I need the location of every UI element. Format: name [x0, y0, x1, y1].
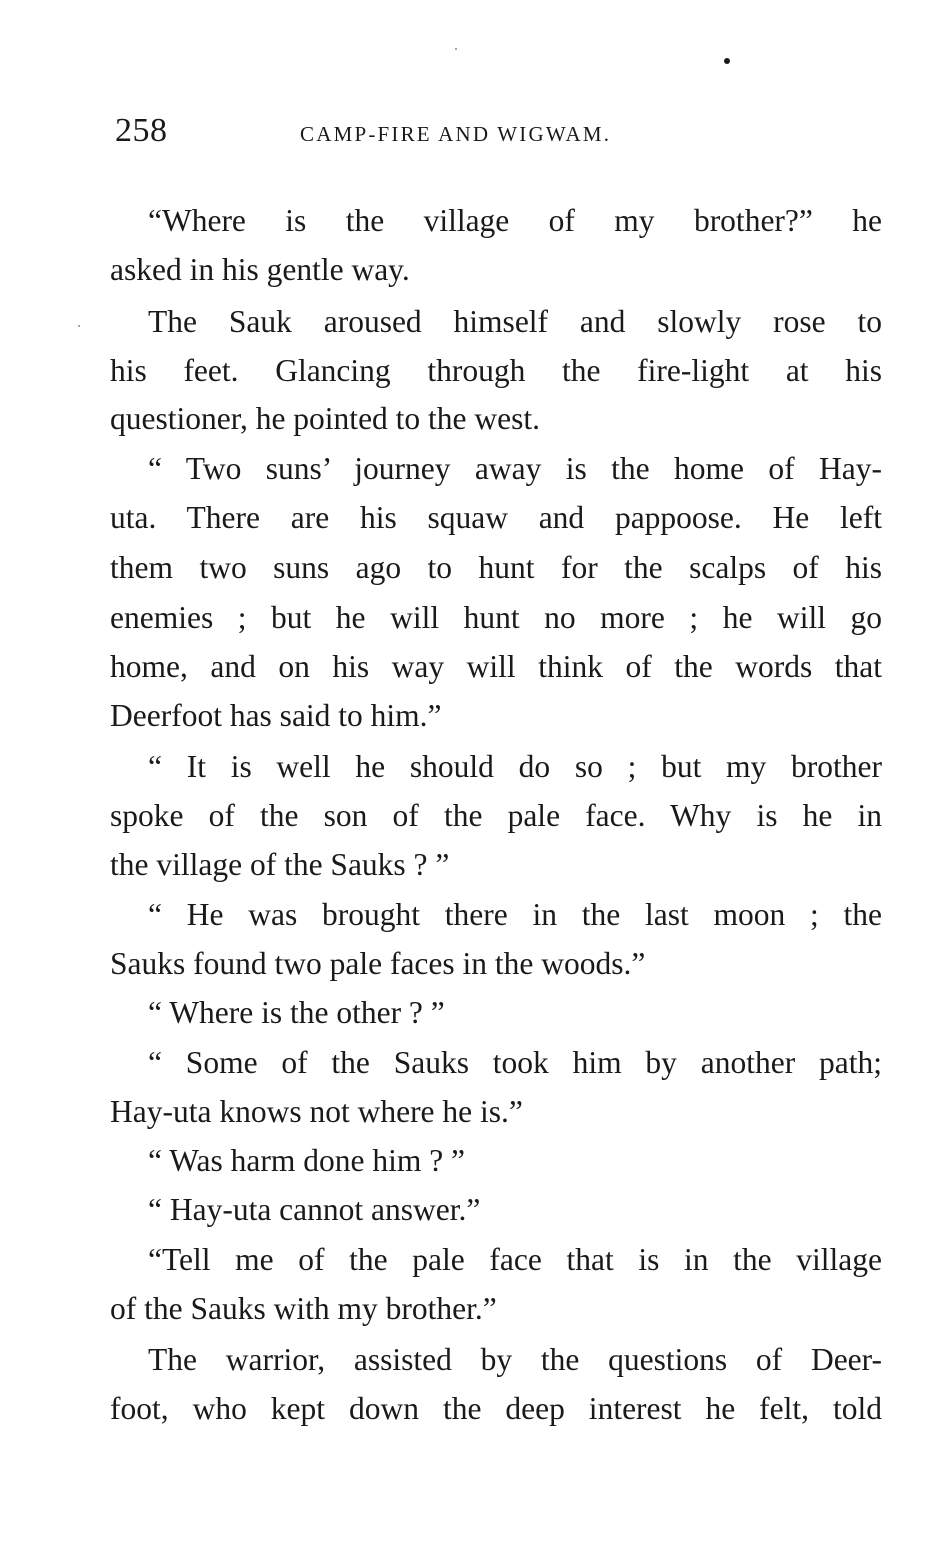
text-line: “ He was brought there in the last moon ; the: [148, 897, 882, 932]
text-line: The warrior, assisted by the questions of Deer-: [148, 1342, 882, 1377]
text-line: of the Sauks with my brother.”: [110, 1291, 497, 1326]
text-line: enemies ; but he will hunt no more ; he will go: [110, 600, 882, 635]
text-line: uta. There are his squaw and pappoose. He left: [110, 500, 882, 535]
text-line: asked in his gentle way.: [110, 252, 410, 287]
ink-speck: [78, 325, 80, 327]
text-line: questioner, he pointed to the west.: [110, 401, 541, 436]
text-line: The Sauk aroused himself and slowly rose to: [148, 304, 882, 339]
text-line: home, and on his way will think of the words that: [110, 649, 882, 684]
text-line: Sauks found two pale faces in the woods.”: [110, 946, 646, 981]
page-number: 258: [115, 112, 168, 149]
text-line: the village of the Sauks ? ”: [110, 847, 450, 882]
text-line: “ Was harm done him ? ”: [148, 1143, 466, 1178]
text-line: “ It is well he should do so ; but my brother: [148, 749, 882, 784]
text-line: “ Two suns’ journey away is the home of Hay-: [148, 451, 882, 486]
text-line: them two suns ago to hunt for the scalps of his: [110, 550, 882, 585]
ink-speck: [455, 48, 457, 50]
text-line: “ Where is the other ? ”: [148, 995, 445, 1030]
text-line: his feet. Glancing through the fire-light at his: [110, 353, 882, 388]
text-line: “ Some of the Sauks took him by another path;: [148, 1045, 882, 1080]
running-head: CAMP-FIRE AND WIGWAM.: [300, 122, 612, 146]
text-line: foot, who kept down the deep interest he felt, told: [110, 1391, 882, 1426]
ink-speck: [724, 58, 730, 64]
text-line: Hay-uta knows not where he is.”: [110, 1094, 523, 1129]
text-line: “Where is the village of my brother?” he: [148, 203, 882, 238]
text-line: “Tell me of the pale face that is in the village: [148, 1242, 882, 1277]
text-line: spoke of the son of the pale face. Why is he in: [110, 798, 882, 833]
text-line: Deerfoot has said to him.”: [110, 698, 442, 733]
text-line: “ Hay-uta cannot answer.”: [148, 1192, 481, 1227]
